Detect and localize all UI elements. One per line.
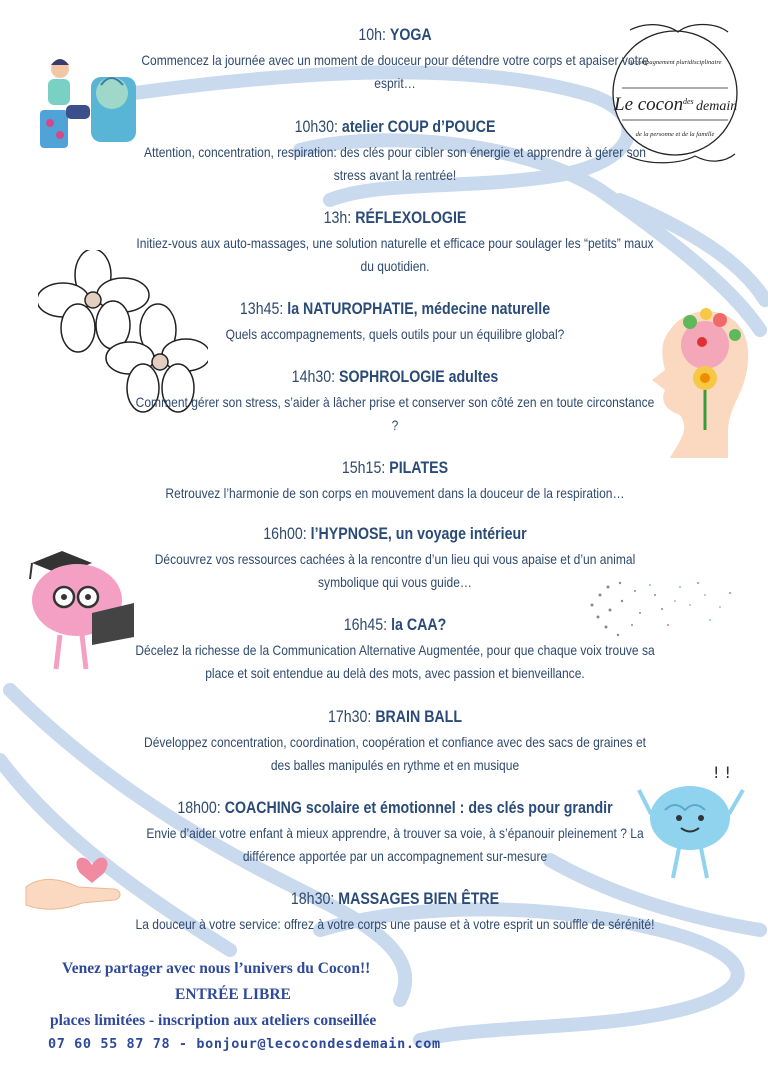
logo-main-text-1: Le cocon — [614, 94, 684, 115]
session-title: atelier COUP d’POUCE — [341, 118, 496, 136]
session-time: 13h45: — [239, 300, 284, 318]
session-pilates — [90, 457, 700, 505]
session-description: Comment gérer son stress, s’aider à lâcher prise et conserver son côté zen en toute circonstance ? — [135, 394, 655, 433]
logo-top-text: Accompagnement pluridisciplinaire — [628, 59, 722, 66]
session-heading — [133, 614, 658, 636]
session-yoga — [90, 24, 700, 95]
session-title: MASSAGES BIEN ÊTRE — [338, 890, 500, 908]
session-coup-de-pouce — [90, 116, 700, 187]
session-description: Décelez la richesse de la Communication Alternative Augmentée, pour que chaque voix trouve sa place et soit entendue au delà des mots, avec passion et bienveillance. — [135, 642, 655, 681]
logo-main-text-2: demain — [696, 99, 738, 114]
session-time: 14h30: — [291, 368, 336, 386]
session-sophrologie — [90, 366, 700, 437]
session-description: Initiez-vous aux auto-massages, une solution naturelle et efficace pour soulager les “petits” maux du quotidien. — [136, 235, 654, 274]
session-title: RÉFLEXOLOGIE — [355, 209, 467, 227]
session-title: COACHING scolaire et émotionnel : des clés pour grandir — [224, 799, 613, 817]
session-description: Retrouvez l’harmonie de son corps en mouvement dans la douceur de la respiration… — [165, 485, 625, 501]
session-brain-ball — [90, 706, 700, 777]
session-heading — [133, 706, 658, 728]
session-hypnose — [90, 523, 700, 594]
session-heading — [133, 797, 658, 819]
session-heading — [133, 298, 658, 320]
session-heading — [133, 888, 658, 910]
session-description: La douceur à votre service: offrez à votre corps une pause et à votre esprit un souffle de sérénité! — [135, 916, 655, 932]
session-description: Commencez la journée avec un moment de douceur pour détendre votre corps et apaiser votre esprit… — [141, 52, 649, 91]
session-description: Quels accompagnements, quels outils pour un équilibre global? — [225, 326, 565, 342]
svg-text:! !: ! ! — [713, 763, 731, 782]
session-heading — [133, 523, 658, 545]
session-heading — [133, 457, 658, 479]
session-time: 10h: — [358, 26, 386, 44]
footer-entree-libre: ENTRÉE LIBRE — [175, 986, 291, 1003]
session-coaching — [90, 797, 700, 868]
session-time: 10h30: — [294, 118, 338, 136]
logo-main-text-small: des — [683, 97, 694, 106]
session-time: 17h30: — [327, 708, 372, 726]
session-time: 15h15: — [341, 459, 386, 477]
session-title: BRAIN BALL — [375, 708, 463, 726]
session-title: PILATES — [389, 459, 449, 477]
session-heading — [133, 24, 658, 46]
session-reflexologie — [90, 207, 700, 278]
session-title: la NATUROPHATIE, médecine naturelle — [287, 300, 551, 318]
session-description: Attention, concentration, respiration: des clés pour cibler son énergie et apprendre à gérer son stress avant la rentrée! — [144, 144, 646, 183]
session-time: 18h00: — [177, 799, 221, 817]
session-title: SOPHROLOGIE adultes — [339, 368, 499, 386]
session-time: 16h45: — [343, 616, 388, 634]
session-description: Développez concentration, coordination, coopération et confiance avec des sacs de graines et des balles manipulés en rythme et en musique — [144, 734, 646, 773]
session-naturopathie — [90, 298, 700, 346]
session-title: l’HYPNOSE, un voyage intérieur — [310, 525, 527, 543]
footer-contact[interactable]: 07 60 55 87 78 - bonjour@lecocondesdemain.com — [48, 1036, 441, 1052]
session-time: 13h: — [323, 209, 352, 227]
session-description: Envie d’aider votre enfant à mieux apprendre, à trouver sa voie, à s’épanouir pleinement ? La différence apportée par un accompagnement sur-mesure — [146, 825, 644, 864]
session-heading — [133, 116, 658, 138]
session-title: la CAA? — [391, 616, 447, 634]
session-massages — [90, 888, 700, 936]
session-time: 18h30: — [290, 890, 335, 908]
session-caa — [90, 614, 700, 685]
session-time: 16h00: — [263, 525, 307, 543]
session-heading — [133, 366, 658, 388]
session-heading — [133, 207, 658, 229]
footer-places-limitees: places limitées - inscription aux ateliers conseillée — [50, 1012, 377, 1029]
session-title: YOGA — [389, 26, 432, 44]
session-description: Découvrez vos ressources cachées à la rencontre d’un lieu qui vous apaise et d’un animal symbolique qui vous guide… — [154, 551, 636, 590]
logo-bottom-text: de la personne et de la famille — [635, 131, 715, 138]
footer-invite: Venez partager avec nous l’univers du Cocon!! — [62, 960, 371, 977]
